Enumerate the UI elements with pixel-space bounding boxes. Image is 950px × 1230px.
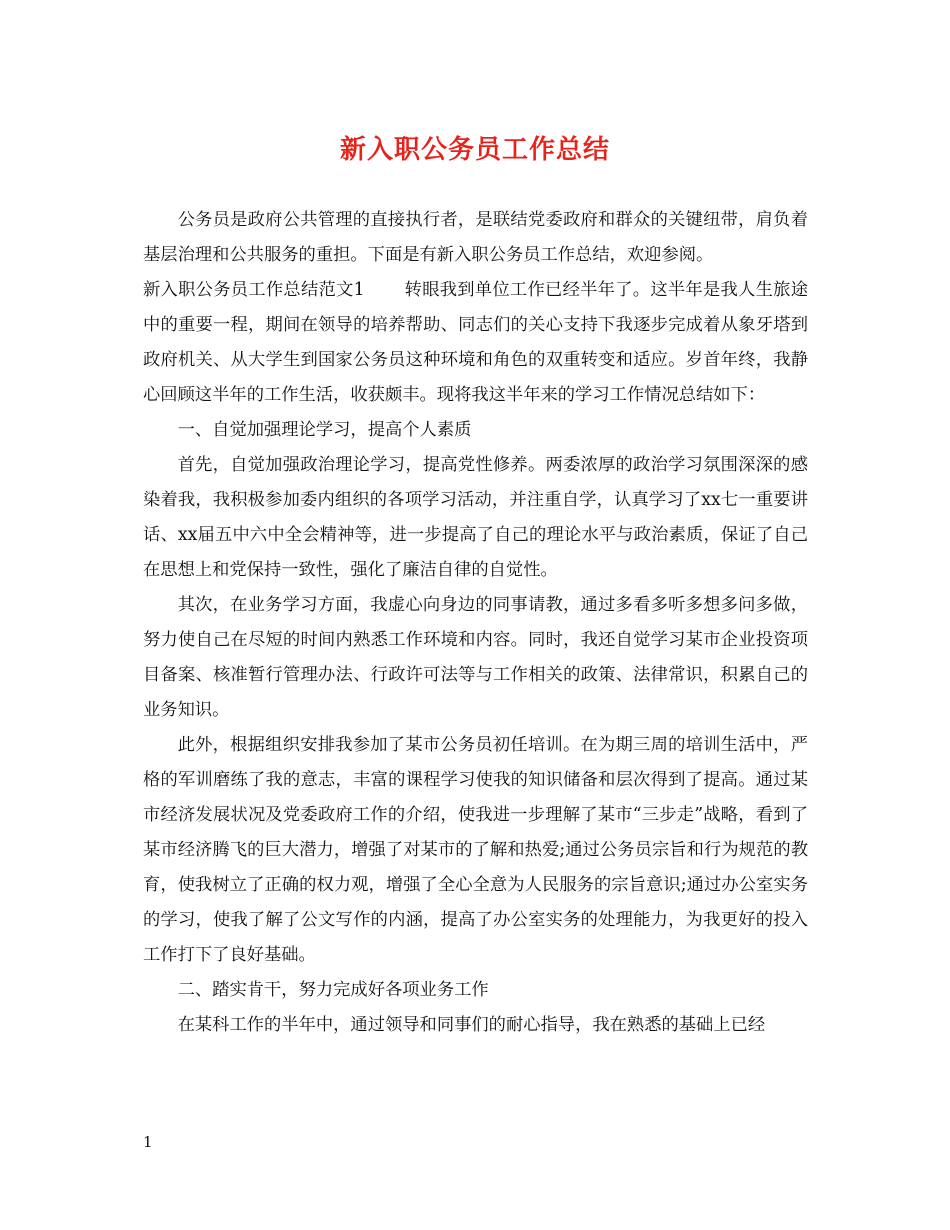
- paragraph-theory-study: 首先，自觉加强政治理论学习，提高党性修养。两委浓厚的政治学习氛围深深的感染着我，我积极参加委内组织的各项学习活动，并注重自学，认真学习了xx七一重要讲话、xx届五中六中全会精神等，进一步提高了自己的理论水平与政治素质，保证了自己在思想上和党保持一致性，强化了廉洁自律的自觉性。: [143, 455, 808, 580]
- paragraph-work-start: 在某科工作的半年中，通过领导和同事们的耐心指导，我在熟悉的基础上已经: [177, 1015, 766, 1035]
- document-body: [143, 203, 808, 1043]
- paragraph-business-study: 其次，在业务学习方面，我虚心向身边的同事请教，通过多看多听多想多问多做，努力使自己在尽短的时间内熟悉工作环境和内容。同时，我还自觉学习某市企业投资项目备案、核准暂行管理办法、行政许可法等与工作相关的政策、法律常识，积累自己的业务知识。: [143, 595, 808, 720]
- sample-paragraph: [143, 273, 808, 413]
- page-title: 新入职公务员工作总结: [339, 135, 610, 165]
- paragraph-training: 此外，根据组织安排我参加了某市公务员初任培训。在为期三周的培训生活中，严格的军训磨练了我的意志，丰富的课程学习使我的知识储备和层次得到了提高。通过某市经济发展状况及党委政府工作的介绍，使我进一步理解了某市“三步走”战略，看到了某市经济腾飞的巨大潜力，增强了对某市的了解和热爱;通过公务员宗旨和行为规范的教育，使我树立了正确的权力观，增强了全心全意为人民服务的宗旨意识;通过办公室实务的学习，使我了解了公文写作的内涵，提高了办公室实务的处理能力，为我更好的投入工作打下了良好基础。: [143, 735, 808, 965]
- sample-opening-text: 转眼我到单位工作已经半年了。这半年是我人生旅途中的重要一程，期间在领导的培养帮助、同志们的关心支持下我逐步完成着从象牙塔到政府机关、从大学生到国家公务员这种环境和角色的双重转变和适应。岁首年终，我静心回顾这半年的工作生活，收获颇丰。现将我这半年来的学习工作情况总结如下：: [143, 280, 808, 405]
- page-number: 1: [143, 1133, 153, 1151]
- section-heading-2: 二、踏实肯干，努力完成好各项业务工作: [177, 980, 489, 1000]
- sample-heading: 新入职公务员工作总结范文1: [143, 280, 365, 300]
- intro-paragraph: 公务员是政府公共管理的直接执行者，是联结党委政府和群众的关键纽带，肩负着基层治理和公共服务的重担。下面是有新入职公务员工作总结，欢迎参阅。: [143, 210, 808, 265]
- section-heading-1: 一、自觉加强理论学习，提高个人素质: [177, 420, 472, 440]
